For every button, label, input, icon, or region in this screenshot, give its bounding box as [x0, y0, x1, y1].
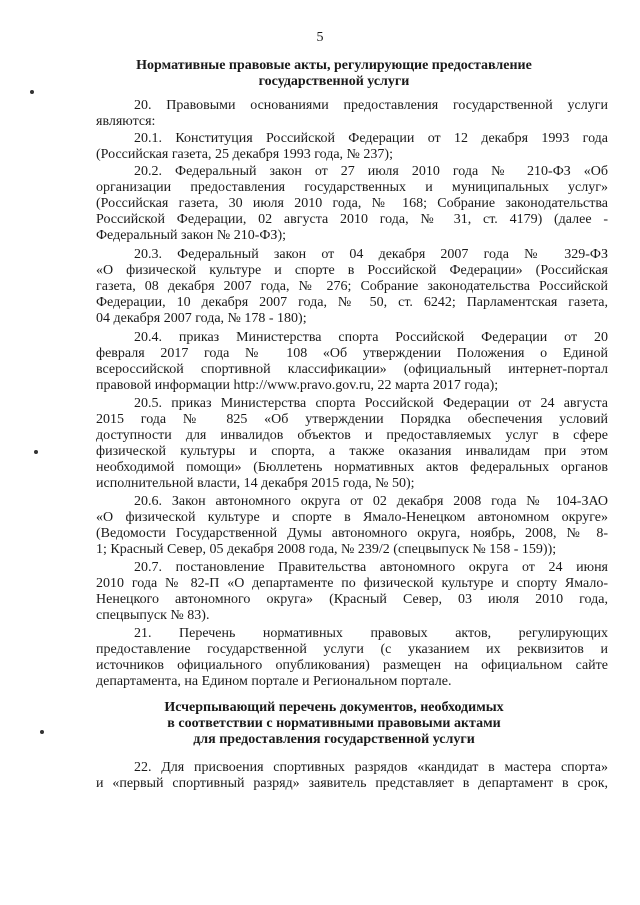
paragraph-20-7: [96, 560, 608, 624]
paragraph-20-6: [96, 494, 608, 558]
paragraph-20: [96, 98, 608, 130]
paragraph-line: 04 декабря 2007 года, № 178 - 180);: [96, 311, 307, 326]
paragraph-line: 21. Перечень нормативных правовых актов, регулирующих: [134, 626, 608, 641]
paragraph-line: организации предоставления государственных и муниципальных услуг»: [96, 180, 608, 195]
heading-line: государственной услуги: [258, 74, 410, 89]
paragraph-22: [96, 760, 608, 792]
paragraph-21: [96, 626, 608, 690]
paragraph-line: 22. Для присвоения спортивных разрядов «кандидат в мастера спорта»: [134, 760, 608, 775]
paragraph-line: 20.7. постановление Правительства автономного округа от 24 июня: [134, 560, 608, 575]
paragraph-line: 2010 года № 82-П «О департаменте по физической культуре и спорту Ямало-: [96, 576, 608, 591]
paragraph-line: (Российская газета, 25 декабря 1993 года, № 237);: [96, 147, 393, 162]
paragraph-line: необходимой помощи» (Бюллетень нормативных актов федеральных органов: [96, 460, 608, 475]
paragraph-20-3: [96, 247, 608, 327]
paragraph-line: 1; Красный Север, 05 декабря 2008 года, № 239/2 (спецвыпуск № 158 - 159));: [96, 542, 557, 557]
paragraph-20-2: [96, 164, 608, 244]
paragraph-line: газета, 08 декабря 2007 года, № 276; Собрание законодательства Российской: [96, 279, 608, 294]
paragraph-20-5: [96, 396, 608, 492]
paragraph-line: являются:: [96, 114, 156, 129]
paragraph-line: Ненецкого автономного округа» (Красный Север, 03 июля 2010 года,: [96, 592, 608, 607]
paragraph-line: департамента, на Едином портале и Региональном портале.: [96, 674, 452, 689]
paragraph-line: (Ведомости Государственной Думы автономного округа, ноябрь, 2008, № 8-: [96, 526, 608, 541]
paragraph-line: 20.6. Закон автономного округа от 02 декабря 2008 года № 104-ЗАО: [134, 494, 608, 509]
scan-mark: [30, 90, 34, 94]
paragraph-line: 20.5. приказ Министерства спорта Российской Федерации от 24 августа: [134, 396, 608, 411]
heading-line: Исчерпывающий перечень документов, необходимых: [164, 700, 504, 715]
paragraph-line: Федерации, 10 декабря 2007 года, № 50, ст. 6242; Парламентская газета,: [96, 295, 608, 310]
page-number: 5: [316, 30, 324, 45]
paragraph-line: 20.2. Федеральный закон от 27 июля 2010 года № 210-ФЗ «Об: [134, 164, 608, 179]
section-heading-legal-acts: [60, 58, 608, 90]
paragraph-line: доступности для инвалидов объектов и предоставляемых услуг в сфере: [96, 428, 608, 443]
scan-mark: [40, 730, 44, 734]
paragraph-line: 20. Правовыми основаниями предоставления государственной услуги: [134, 98, 608, 113]
paragraph-line: физической культуры и спорта, а также оказания инвалидам при этом: [96, 444, 608, 459]
paragraph-line: всероссийской спортивной классификации» (официальный интернет-портал: [96, 362, 608, 377]
paragraph-line: 20.1. Конституция Российской Федерации от 12 декабря 1993 года: [134, 131, 608, 146]
paragraph-line: 20.3. Федеральный закон от 04 декабря 2007 года № 329-ФЗ: [134, 247, 608, 262]
paragraph-line: спецвыпуск № 83).: [96, 608, 210, 623]
paragraph-line: «О физической культуре и спорте в Российской Федерации» (Российская: [96, 263, 608, 278]
paragraph-line: источников официального опубликования) размещен на официальном сайте: [96, 658, 608, 673]
paragraph-line: Федеральный закон № 210-ФЗ);: [96, 228, 286, 243]
paragraph-line: «О физической культуре и спорте в Ямало-Ненецком автономном округе»: [96, 510, 608, 525]
paragraph-line: (Российская газета, 30 июля 2010 года, № 168; Собрание законодательства: [96, 196, 608, 211]
heading-line: в соответствии с нормативными правовыми актами: [167, 716, 501, 731]
section-heading-documents: [60, 700, 608, 748]
paragraph-20-4: [96, 330, 608, 394]
paragraph-line: 2015 года № 825 «Об утверждении Порядка обеспечения условий: [96, 412, 608, 427]
paragraph-line: предоставление государственной услуги (с указанием их реквизитов и: [96, 642, 608, 657]
paragraph-line: Российской Федерации, 02 августа 2010 года, № 31, ст. 4179) (далее -: [96, 212, 608, 227]
scan-mark: [34, 450, 38, 454]
heading-line: Нормативные правовые акты, регулирующие предоставление: [136, 58, 532, 73]
paragraph-line: исполнительной власти, 14 декабря 2015 года, № 50);: [96, 476, 415, 491]
heading-line: для предоставления государственной услуги: [193, 732, 475, 747]
paragraph-line: правовой информации http://www.pravo.gov.ru, 22 марта 2017 года);: [96, 378, 499, 393]
paragraph-line: февраля 2017 года № 108 «Об утверждении Положения о Единой: [96, 346, 608, 361]
paragraph-line: и «первый спортивный разряд» заявитель представляет в департамент в срок,: [96, 776, 608, 791]
paragraph-20-1: [96, 131, 608, 163]
paragraph-line: 20.4. приказ Министерства спорта Российской Федерации от 20: [134, 330, 608, 345]
